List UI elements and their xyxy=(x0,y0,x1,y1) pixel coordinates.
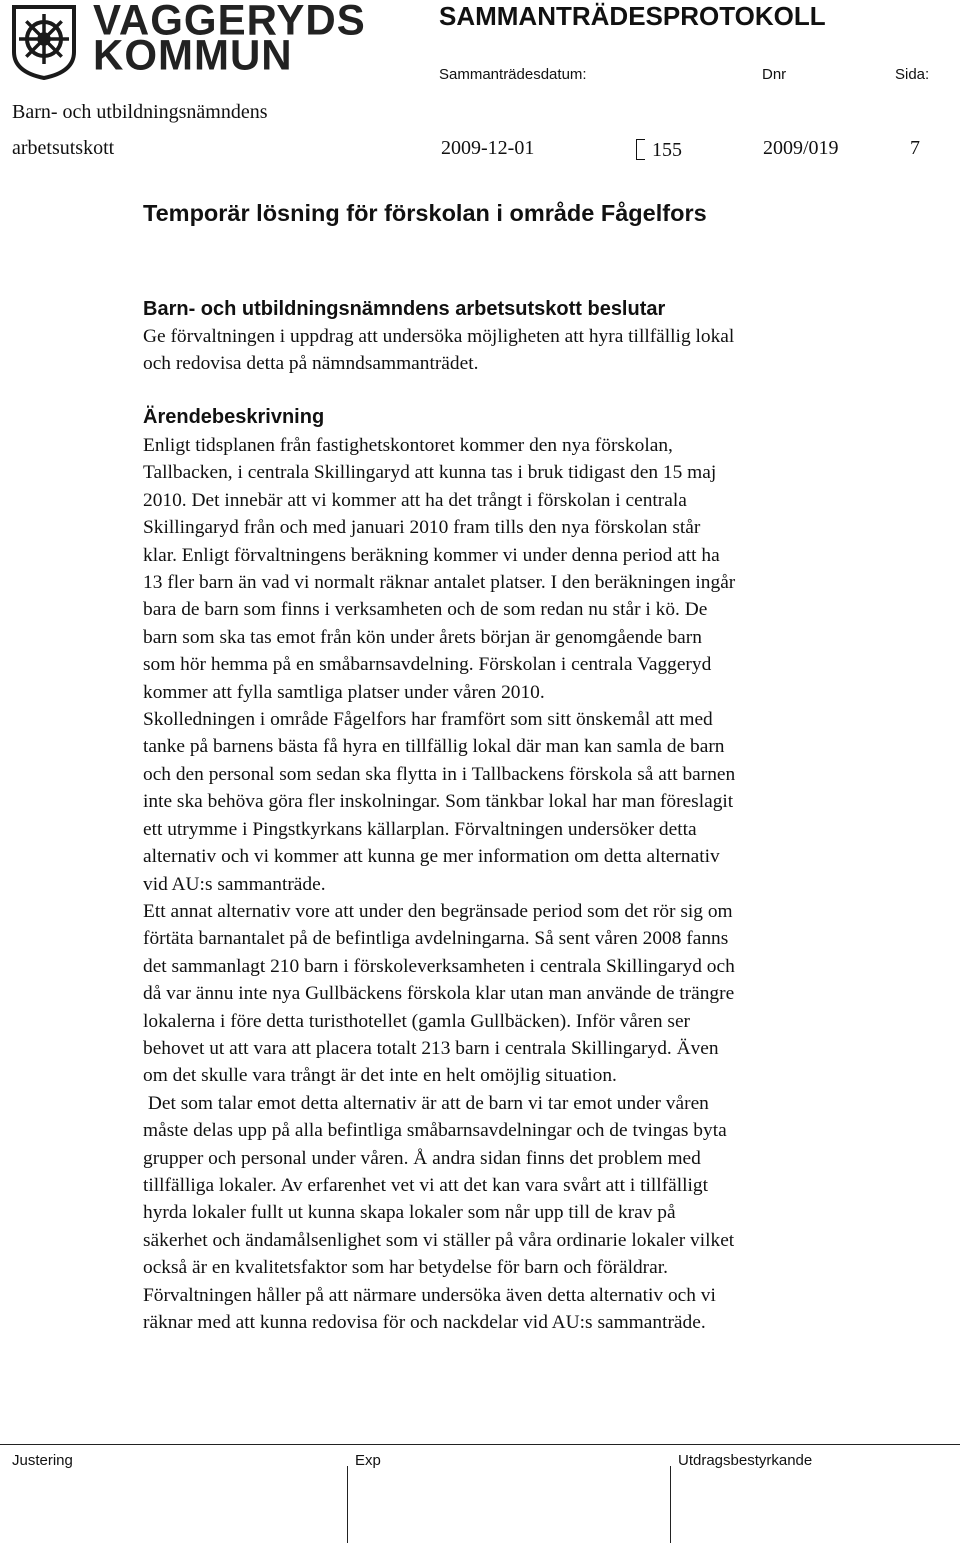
case-number: 2009/019 xyxy=(763,137,839,159)
description-line: om det skulle vara trångt är det inte en helt omöjlig situation. xyxy=(143,1065,617,1087)
committee-name-line-1: Barn- och utbildningsnämndens xyxy=(12,101,268,123)
description-line: Skillingaryd från och med januari 2010 fram tills den nya förskolan står xyxy=(143,517,701,539)
description-line: klar. Enligt förvaltningens beräkning kommer vi under denna period att ha xyxy=(143,544,720,566)
municipality-name-line-2: KOMMUN xyxy=(93,30,293,79)
description-line: också är en kvalitetsfaktor som har betydelse för barn och föräldrar. xyxy=(143,1257,668,1279)
description-line: Förvaltningen håller på att närmare undersöka även detta alternativ och vi xyxy=(143,1284,716,1306)
footer-exp-label: Exp xyxy=(355,1452,381,1469)
description-line: vid AU:s sammanträde. xyxy=(143,873,326,895)
description-line: kommer att fylla samtliga platser under våren 2010. xyxy=(143,681,545,703)
decision-text xyxy=(143,323,883,378)
description-line: det sammanlagt 210 barn i förskoleverksamheten i centrala Skillingaryd och xyxy=(143,955,735,977)
footer-column-divider xyxy=(670,1466,671,1543)
description-line: 13 fler barn än vad vi normalt räknar antalet platser. I den beräkningen ingår xyxy=(143,572,736,594)
paragraph-number: 155 xyxy=(652,139,682,161)
description-line: lokalerna i före detta turisthotellet (gamla Gullbäcken). Inför våren ser xyxy=(143,1010,691,1032)
description-line: då var ännu inte nya Gullbäckens förskola klar utan man använde de trängre xyxy=(143,983,735,1005)
description-line: behovet ut att vara att placera totalt 213 barn i centrala Skillingaryd. Även xyxy=(143,1037,719,1059)
description-line: räknar med att kunna redovisa för och nackdelar vid AU:s sammanträde. xyxy=(143,1312,706,1333)
description-line: som hör hemma på en småbarnsavdelning. Förskolan i centrala Vaggeryd xyxy=(143,654,712,676)
description-text xyxy=(143,432,883,1336)
description-line: tanke på barnens bästa få hyra en tillfällig lokal där man kan samla de barn xyxy=(143,736,725,758)
description-line: Tallbacken, i centrala Skillingaryd att kunna tas i bruk tidigast den 15 maj xyxy=(143,462,717,484)
description-line: hyrda lokaler fullt ut kunna skapa lokaler som når upp till de krav på xyxy=(143,1202,676,1224)
meeting-date-label: Sammanträdesdatum: xyxy=(439,66,587,83)
page-number: 7 xyxy=(910,137,920,159)
item-title: Temporär lösning för förskolan i område Fågelfors xyxy=(143,200,707,226)
paragraph-bracket-icon xyxy=(636,139,645,160)
footer-column-divider xyxy=(347,1466,348,1543)
description-line: bara de barn som finns i verksamheten och de som redan nu står i kö. De xyxy=(143,599,708,621)
description-line: grupper och personal under våren. Å andra sidan finns det problem med xyxy=(143,1147,701,1169)
description-line: förtäta barnantalet på de befintliga avdelningarna. Så sent våren 2008 fanns xyxy=(143,928,729,950)
municipality-name-line-1: VAGGERYDS xyxy=(93,0,366,44)
description-line: Skolledningen i område Fågelfors har framfört som sitt önskemål att med xyxy=(143,709,713,731)
case-number-label: Dnr xyxy=(762,66,787,83)
description-line: barn som ska tas emot från kön under årets början är genomgående barn xyxy=(143,626,702,648)
description-line: Det som talar emot detta alternativ är att de barn vi tar emot under våren xyxy=(143,1092,709,1114)
description-line: måste delas upp på alla befintliga småbarnsavdelningar och de tvingas byta xyxy=(143,1120,727,1142)
description-line: Ett annat alternativ vore att under den begränsade period som det rör sig om xyxy=(143,900,733,922)
description-line: ett utrymme i Pingstkyrkans källarplan. Förvaltningen undersöker detta xyxy=(143,818,697,840)
footer-divider xyxy=(0,1444,960,1445)
description-heading: Ärendebeskrivning xyxy=(143,406,325,428)
description-line: säkerhet och ändamålsenlighet som vi ställer på våra ordinarie lokaler vilket xyxy=(143,1229,735,1251)
footer-extract-label: Utdragsbestyrkande xyxy=(678,1452,813,1469)
page-label: Sida: xyxy=(895,66,930,83)
description-line: tillfälliga lokaler. Av erfarenhet vet vi att det kan vara svårt att i tillfälligt xyxy=(143,1174,708,1196)
decision-line: och redovisa detta på nämndsammanträdet. xyxy=(143,353,479,375)
document-type-title: SAMMANTRÄDESPROTOKOLL xyxy=(439,1,826,31)
municipality-logo-icon xyxy=(11,4,77,80)
description-line: 2010. Det innebär att vi kommer att ha det trångt i förskolan i centrala xyxy=(143,489,687,511)
description-line: alternativ och vi kommer att kunna ge mer information om detta alternativ xyxy=(143,846,720,868)
decision-line: Ge förvaltningen i uppdrag att undersöka möjligheten att hyra tillfällig lokal xyxy=(143,326,735,347)
footer-justering-label: Justering xyxy=(12,1452,73,1469)
description-line: och den personal som sedan ska flytta in i Tallbackens förskola så att barnen xyxy=(143,763,736,785)
decision-heading: Barn- och utbildningsnämndens arbetsutskott beslutar xyxy=(143,298,666,320)
description-line: inte ska behöva göra fler inskolningar. Som tänkbar lokal har man föreslagit xyxy=(143,791,734,813)
committee-name-line-2: arbetsutskott xyxy=(12,137,115,159)
description-line: Enligt tidsplanen från fastighetskontoret kommer den nya förskolan, xyxy=(143,435,673,456)
meeting-date: 2009-12-01 xyxy=(441,137,535,159)
